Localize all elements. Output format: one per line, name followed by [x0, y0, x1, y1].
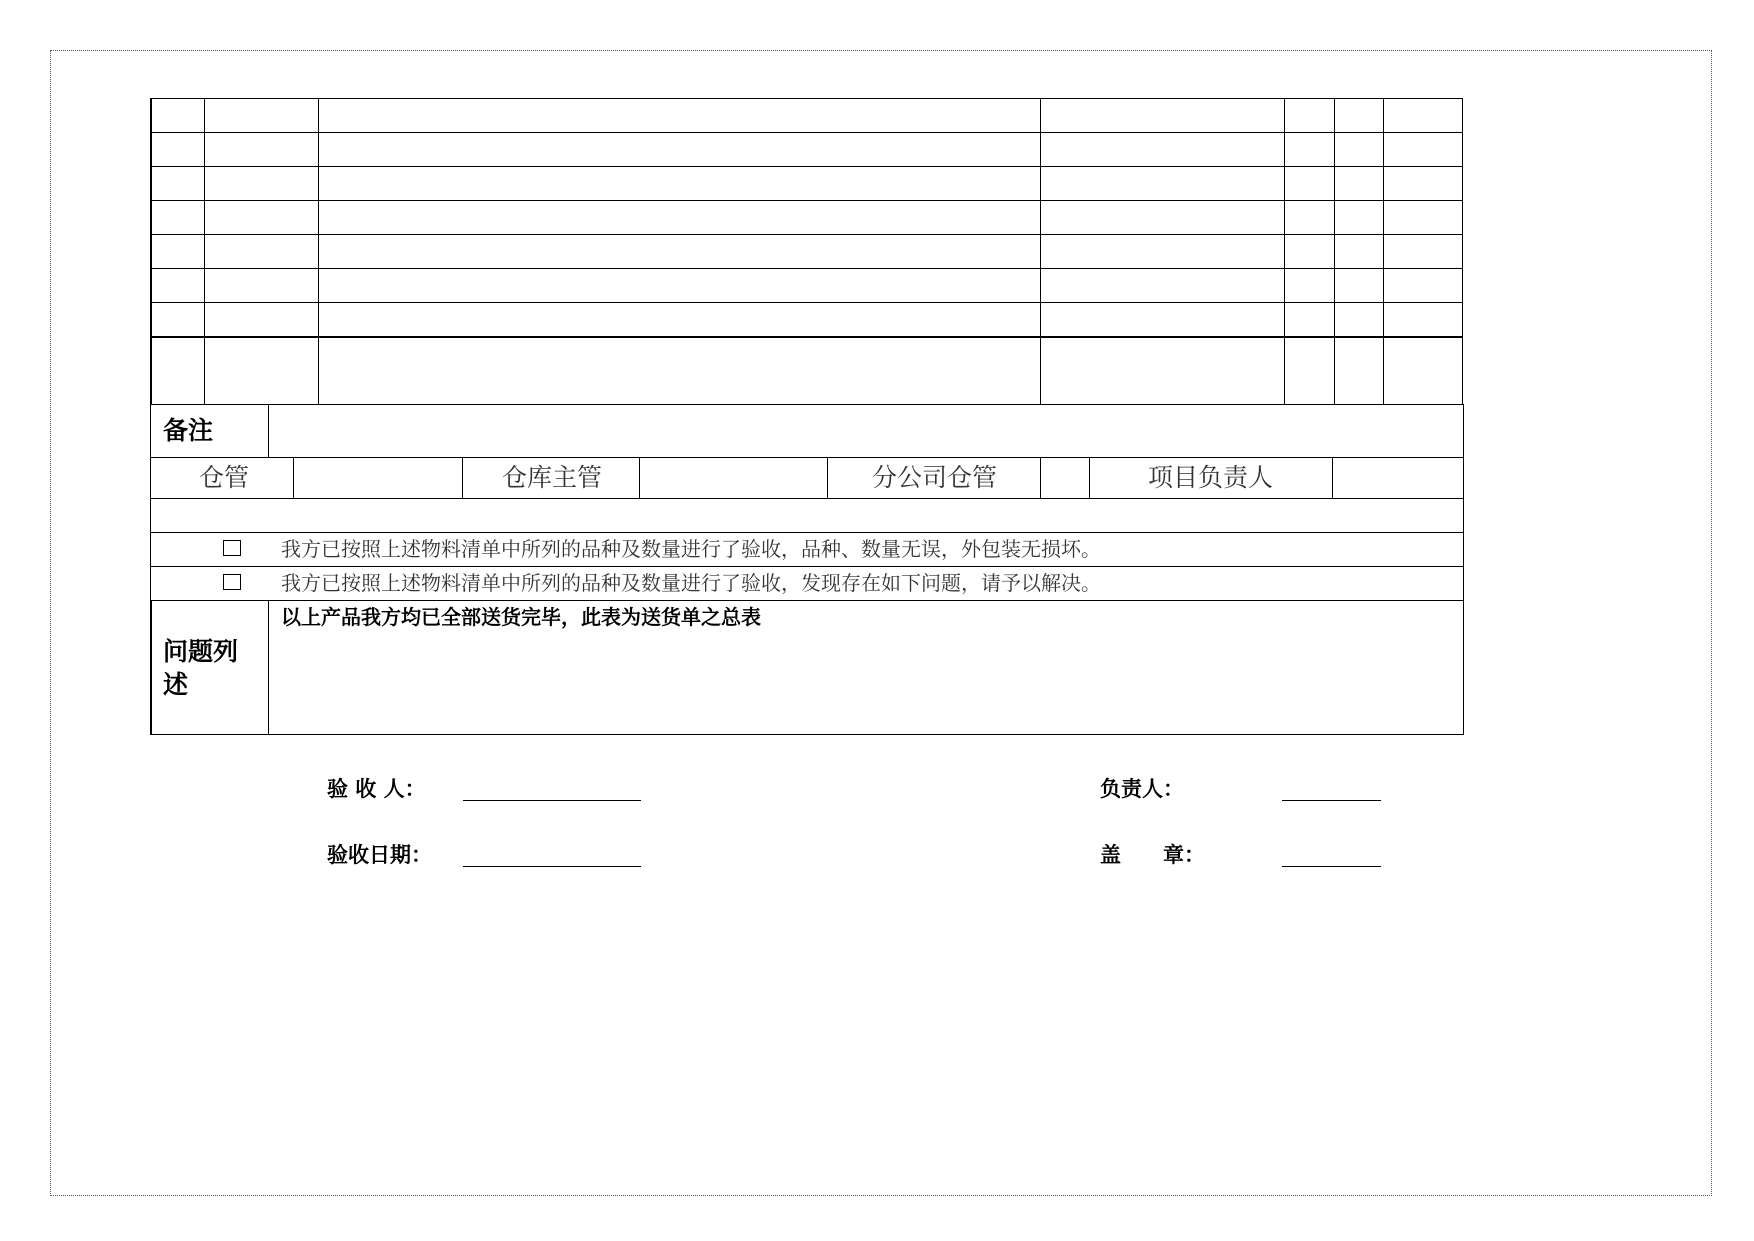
branch-keeper-sign-cell[interactable] [1041, 458, 1088, 498]
table-col-line [1284, 98, 1285, 404]
spacer-row [150, 498, 1464, 533]
items-table [150, 98, 1463, 404]
table-row-line [150, 234, 1463, 235]
remarks-row [150, 404, 1464, 458]
project-lead-label: 项目负责人 [1148, 463, 1274, 492]
table-row-line [150, 302, 1463, 303]
table-col-line [1462, 98, 1463, 404]
issues-label-line1: 问题列 [163, 637, 239, 666]
table-row-line [150, 132, 1463, 133]
remarks-divider [268, 404, 269, 458]
table-col-line [1383, 98, 1384, 404]
warehouse-supervisor-label: 仓库主管 [502, 463, 603, 492]
issues-divider [268, 600, 269, 735]
confirm-ok-text: 我方已按照上述物料清单中所列的品种及数量进行了验收，品种、数量无误，外包装无损坏。 [281, 537, 1101, 561]
warehouse-supervisor-sign-cell[interactable] [640, 458, 826, 498]
seal-line[interactable] [1282, 866, 1381, 867]
table-col-line [1334, 98, 1335, 404]
confirm-issue-text: 我方已按照上述物料清单中所列的品种及数量进行了验收，发现存在如下问题，请予以解决。 [281, 571, 1101, 595]
table-col-line [1040, 98, 1041, 404]
manager-sign-line[interactable] [1282, 800, 1381, 801]
warehouse-keeper-label: 仓管 [199, 463, 250, 492]
inspect-date-line[interactable] [463, 866, 641, 867]
issues-content[interactable]: 以上产品我方均已全部送货完毕，此表为送货单之总表 [281, 605, 761, 629]
confirm-ok-checkbox[interactable] [223, 540, 241, 556]
seal-label: 盖 章： [1100, 843, 1205, 867]
table-row-line [150, 336, 1463, 338]
inspect-date-label: 验收日期： [327, 843, 432, 867]
table-row-line [150, 166, 1463, 167]
manager-label: 负责人： [1100, 777, 1184, 801]
table-row-line [150, 268, 1463, 269]
table-row-line [150, 98, 1463, 99]
confirm-issue-checkbox[interactable] [223, 574, 241, 590]
issues-label-line2: 述 [163, 670, 189, 699]
branch-warehouse-keeper-label: 分公司仓管 [872, 463, 998, 492]
remarks-label: 备注 [163, 416, 214, 445]
table-row-line [150, 200, 1463, 201]
inspector-label: 验 收 人： [327, 777, 426, 801]
project-lead-sign-cell[interactable] [1333, 458, 1463, 498]
table-col-line [150, 98, 152, 404]
approvals-divider [1089, 457, 1090, 499]
table-col-line [318, 98, 319, 404]
approvals-divider [827, 457, 828, 499]
approvals-divider [462, 457, 463, 499]
inspector-sign-line[interactable] [463, 800, 641, 801]
table-col-line [204, 98, 205, 404]
warehouse-keeper-sign-cell[interactable] [294, 458, 461, 498]
